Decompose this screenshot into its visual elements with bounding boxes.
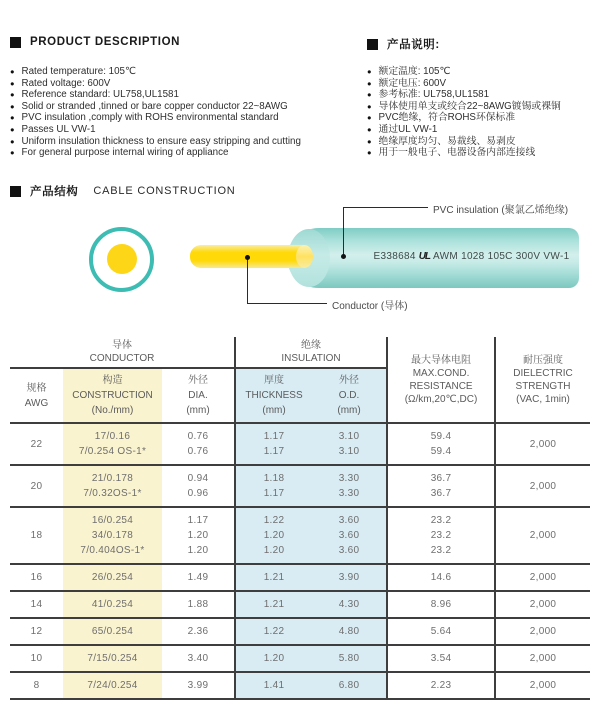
- cell-construction: 21/0.178 7/0.32OS-1*: [63, 465, 162, 507]
- cell-thickness: 1.21: [235, 564, 312, 591]
- list-item: [367, 124, 599, 136]
- cell-od: 3.90: [312, 564, 387, 591]
- black-square-icon: [10, 37, 21, 48]
- list-item-text: Uniform insulation thickness to ensure easy stripping and cutting: [21, 135, 301, 147]
- cell-dia: 1.17 1.20 1.20: [162, 507, 235, 564]
- cell-od: 4.30: [312, 591, 387, 618]
- list-item-text: 额定温度: 105℃: [378, 66, 451, 77]
- bullet-icon: ●: [10, 148, 15, 158]
- bullet-icon: ●: [367, 113, 372, 123]
- cell-dia: 0.94 0.96: [162, 465, 235, 507]
- list-item-text: PVC insulation ,comply with ROHS environmental standard: [21, 112, 279, 124]
- cable-construction-title-en: CABLE CONSTRUCTION: [93, 185, 236, 197]
- cell-resistance: 59.4 59.4: [387, 423, 495, 465]
- cell-dielectric: 2,000: [529, 626, 557, 637]
- bullet-icon: ●: [10, 78, 15, 88]
- bullet-icon: ●: [10, 124, 15, 134]
- bullet-icon: ●: [367, 124, 372, 134]
- spec-table-body: [10, 423, 590, 699]
- cell-dielectric: 2,000: [529, 480, 557, 492]
- cell-awg: 8: [33, 680, 40, 691]
- bullet-icon: ●: [10, 101, 15, 111]
- group-header-row: [10, 337, 590, 368]
- product-description-header: [10, 36, 180, 48]
- cell-dia: 0.76 0.76: [162, 423, 235, 465]
- cell-awg: 16: [30, 572, 43, 583]
- insulation-leader-line-vertical: [343, 207, 344, 256]
- cable-marking-text: [368, 251, 575, 262]
- list-item-text: 绝缘厚度均匀、易裁线、易剥皮: [378, 135, 516, 147]
- cell-resistance: 14.6: [387, 564, 495, 591]
- cell-resistance: 3.54: [387, 645, 495, 672]
- list-item: [367, 112, 599, 124]
- cell-awg: 12: [30, 626, 43, 637]
- bullet-icon: ●: [367, 67, 372, 76]
- list-item-text: 用于一般电子、电器设备内部连接线: [378, 147, 536, 159]
- cell-od: 5.80: [312, 645, 387, 672]
- bullet-icon: ●: [10, 67, 15, 76]
- product-notes-header: [367, 36, 440, 52]
- list-item-text: 参考标准: UL758,UL1581: [378, 89, 490, 101]
- list-item: [10, 147, 362, 159]
- construction-column-header: 构造 CONSTRUCTION (No./mm): [63, 368, 162, 423]
- list-item-text: Reference standard: UL758,UL1581: [21, 89, 179, 101]
- list-item: [10, 78, 362, 90]
- bullet-icon: ●: [367, 136, 372, 146]
- cell-od: 4.80: [312, 618, 387, 645]
- cross-section-conductor-core: [107, 244, 137, 274]
- cable-construction-title-cn: 产品结构: [30, 186, 79, 198]
- cell-dielectric: 2,000: [529, 599, 557, 610]
- conductor-pointer-dot: [245, 255, 250, 260]
- list-item-text: Passes UL VW-1: [21, 123, 96, 135]
- list-item: [367, 66, 599, 78]
- cell-dia: 3.99: [162, 672, 235, 699]
- conductor-rod: [190, 245, 312, 268]
- cell-dielectric: 2,000: [529, 653, 557, 664]
- cell-thickness: 1.21: [235, 591, 312, 618]
- marking-ul-file-number: E338684: [373, 251, 416, 262]
- ul-logo-icon: UL: [418, 251, 431, 262]
- product-description-list: [10, 66, 362, 159]
- cell-construction: 26/0.254: [63, 564, 162, 591]
- cell-dia: 3.40: [162, 645, 235, 672]
- list-item: [10, 66, 362, 78]
- cell-resistance: 5.64: [387, 618, 495, 645]
- bullet-icon: ●: [367, 148, 372, 158]
- black-square-icon: [367, 39, 378, 50]
- cell-od: 6.80: [312, 672, 387, 699]
- insulation-leader-line-horizontal: [343, 207, 428, 208]
- product-description-title: PRODUCT DESCRIPTION: [30, 36, 181, 48]
- cell-od: 3.60 3.60 3.60: [312, 507, 387, 564]
- cell-awg: 18: [30, 530, 43, 541]
- insulation-label: PVC insulation (聚氯乙烯绝缘): [433, 205, 569, 216]
- cell-awg: 22: [30, 438, 43, 450]
- cell-construction: 16/0.254 34/0.178 7/0.404OS-1*: [63, 507, 162, 564]
- list-item: [367, 101, 599, 113]
- thickness-column-header: 厚度 THICKNESS (mm): [235, 368, 312, 423]
- spec-table-row: [10, 507, 590, 564]
- bullet-icon: ●: [10, 90, 15, 100]
- cell-dielectric: 2,000: [529, 530, 557, 541]
- list-item: [367, 147, 599, 159]
- cell-thickness: 1.17 1.17: [235, 423, 312, 465]
- cell-od: 3.30 3.30: [312, 465, 387, 507]
- list-item: [10, 124, 362, 136]
- list-item-text: For general purpose internal wiring of appliance: [21, 147, 229, 159]
- insulation-group-header: 绝缘 INSULATION: [235, 337, 387, 368]
- bullet-icon: ●: [10, 136, 15, 146]
- conductor-leader-line-vertical: [247, 258, 248, 304]
- spec-table: [10, 337, 590, 700]
- dia-column-header: 外径 DIA. (mm): [162, 368, 235, 423]
- cell-awg: 14: [30, 599, 43, 610]
- cell-dia: 2.36: [162, 618, 235, 645]
- bullet-icon: ●: [367, 101, 372, 111]
- spec-table-row: [10, 423, 590, 465]
- list-item: [367, 78, 599, 90]
- list-item: [10, 101, 362, 113]
- list-item-text: PVC绝缘，符合ROHS环保标准: [378, 112, 516, 124]
- dielectric-column-header: 耐压强度 DIELECTRIC STRENGTH (VAC, 1min): [513, 354, 573, 405]
- list-item: [367, 136, 599, 148]
- list-item-text: Rated voltage: 600V: [21, 77, 111, 89]
- spec-table-row: [10, 645, 590, 672]
- product-notes-list: [367, 66, 599, 159]
- bullet-icon: ●: [10, 113, 15, 123]
- cell-resistance: 23.2 23.2 23.2: [387, 507, 495, 564]
- list-item-text: 通过UL VW-1: [378, 123, 438, 135]
- cell-dielectric: 2,000: [529, 680, 557, 691]
- cable-construction-header: [10, 183, 236, 199]
- spec-table-row: [10, 564, 590, 591]
- bullet-icon: ●: [367, 90, 372, 100]
- cell-resistance: 2.23: [387, 672, 495, 699]
- conductor-label: Conductor (导体): [332, 301, 408, 312]
- resistance-column-header: 最大导体电阻 MAX.COND. RESISTANCE (Ω/km,20℃,DC): [387, 337, 495, 423]
- cell-awg: 20: [30, 480, 43, 492]
- cell-construction: 7/15/0.254: [63, 645, 162, 672]
- cell-dia: 1.88: [162, 591, 235, 618]
- spec-table-row: [10, 672, 590, 699]
- insulation-pointer-dot: [341, 254, 346, 259]
- list-item-text: Rated temperature: 105℃: [21, 66, 137, 77]
- list-item: [10, 89, 362, 101]
- cell-construction: 41/0.254: [63, 591, 162, 618]
- list-item-text: 导体使用单支或绞合22~8AWG镀锡或裸铜: [378, 100, 561, 112]
- cell-construction: 65/0.254: [63, 618, 162, 645]
- cell-thickness: 1.41: [235, 672, 312, 699]
- cell-thickness: 1.22: [235, 618, 312, 645]
- cell-resistance: 8.96: [387, 591, 495, 618]
- cell-thickness: 1.18 1.17: [235, 465, 312, 507]
- cell-thickness: 1.22 1.20 1.20: [235, 507, 312, 564]
- bullet-icon: ●: [367, 78, 372, 88]
- cell-resistance: 36.7 36.7: [387, 465, 495, 507]
- spec-table-row: [10, 465, 590, 507]
- black-square-icon: [10, 186, 21, 197]
- conductor-leader-line-horizontal: [247, 303, 327, 304]
- list-item: [10, 112, 362, 124]
- conductor-group-header: 导体 CONDUCTOR: [10, 337, 235, 368]
- list-item: [10, 136, 362, 148]
- list-item-text: Solid or stranded ,tinned or bare copper conductor 22~8AWG: [21, 100, 288, 112]
- cell-dia: 1.49: [162, 564, 235, 591]
- cell-construction: 17/0.16 7/0.254 OS-1*: [63, 423, 162, 465]
- cell-dielectric: 2,000: [529, 572, 557, 583]
- cell-awg: 10: [30, 653, 43, 664]
- od-column-header: 外径 O.D. (mm): [312, 368, 387, 423]
- conductor-rod-tip: [296, 245, 313, 268]
- cell-construction: 7/24/0.254: [63, 672, 162, 699]
- product-notes-title: 产品说明:: [387, 39, 440, 51]
- list-item-text: 额定电压: 600V: [378, 77, 447, 89]
- spec-table-row: [10, 618, 590, 645]
- cell-od: 3.10 3.10: [312, 423, 387, 465]
- cell-thickness: 1.20: [235, 645, 312, 672]
- awg-column-header: 规格 AWG: [24, 382, 49, 409]
- list-item: [367, 89, 599, 101]
- cell-dielectric: 2,000: [529, 438, 557, 450]
- marking-rating-text: AWM 1028 105C 300V VW-1: [433, 251, 570, 262]
- spec-table-row: [10, 591, 590, 618]
